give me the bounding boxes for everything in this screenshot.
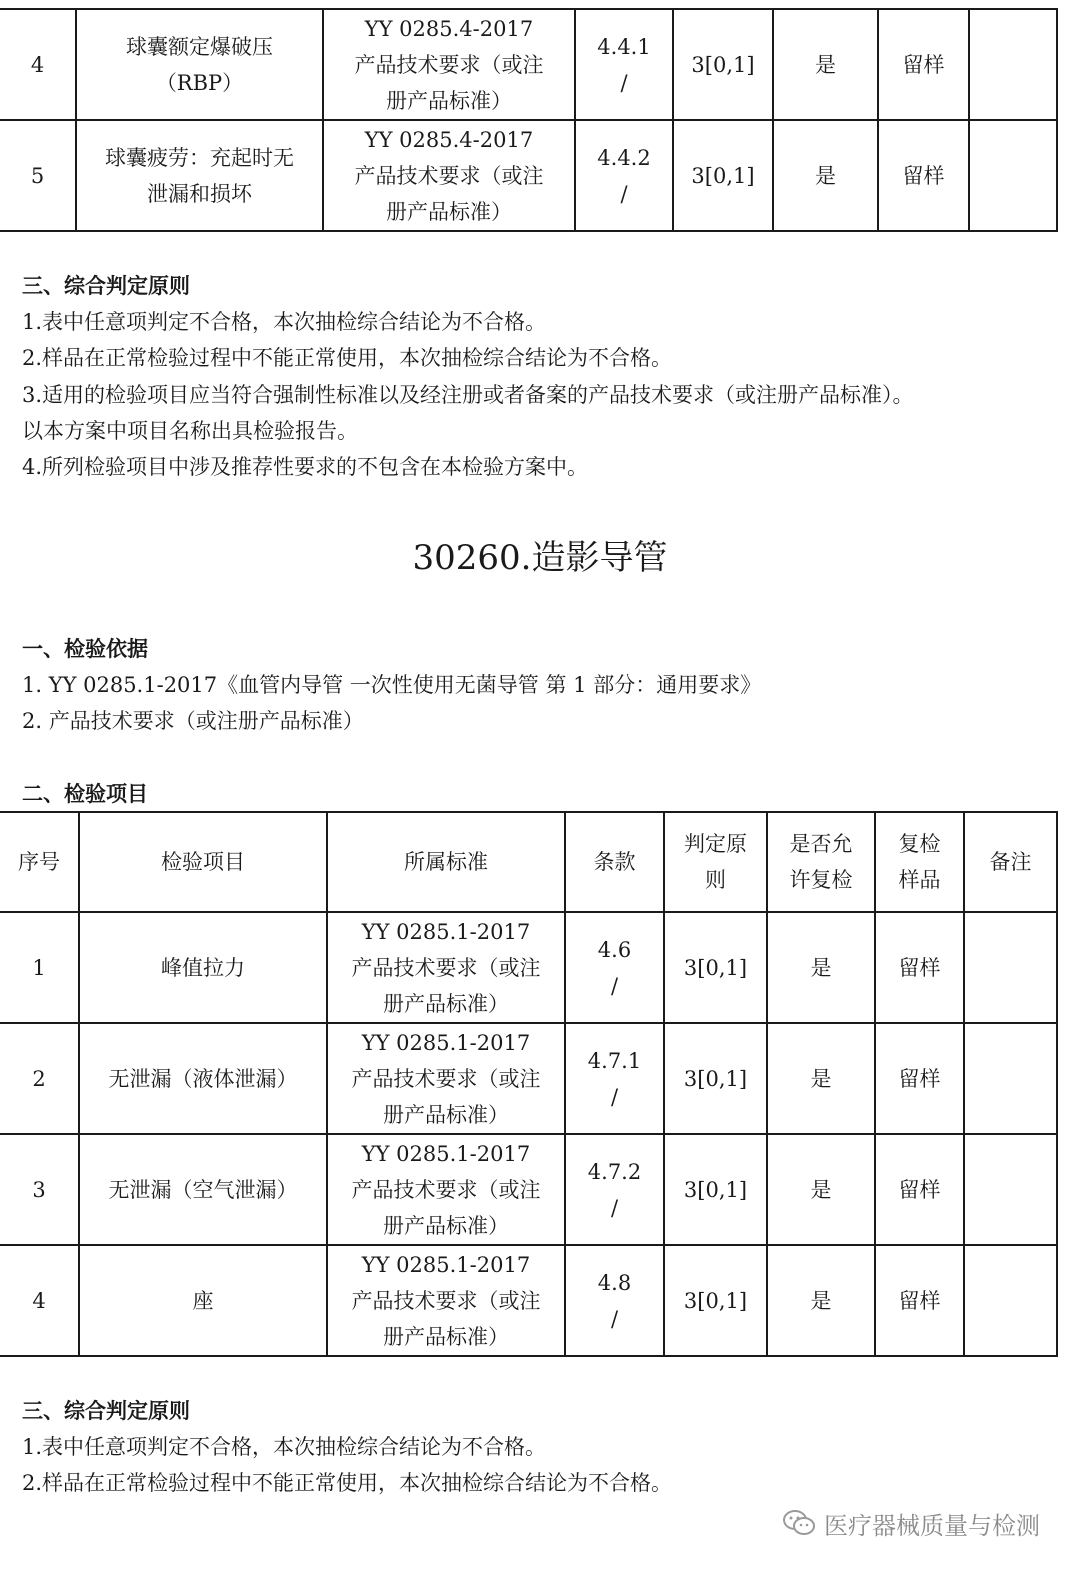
header-note: 备注: [964, 812, 1057, 912]
cell-note: [969, 9, 1057, 120]
cell-clause: 4.8 /: [565, 1245, 664, 1356]
table-row: [0, 912, 1057, 1023]
cell-item: 座: [79, 1245, 327, 1356]
judgement-line: 2.样品在正常检验过程中不能正常使用，本次抽检综合结论为不合格。: [22, 346, 673, 370]
section-heading-judgement: 三、综合判定原则: [22, 1399, 190, 1423]
cell-sample: 留样: [878, 9, 969, 120]
cell-item: 球囊额定爆破压 （RBP）: [76, 9, 323, 120]
section-heading-items: 二、检验项目: [22, 782, 148, 806]
table-row: [0, 1245, 1057, 1356]
cell-sample: 留样: [875, 1023, 964, 1134]
cell-note: [964, 1245, 1057, 1356]
basis-line: 2. 产品技术要求（或注册产品标准）: [22, 709, 364, 733]
cell-standard: YY 0285.1-2017 产品技术要求（或注 册产品标准）: [327, 1134, 565, 1245]
cell-criteria: 3[0,1]: [664, 1134, 767, 1245]
header-sample: 复检 样品: [875, 812, 964, 912]
cell-retest: 是: [773, 9, 878, 120]
judgement-line: 4.所列检验项目中涉及推荐性要求的不包含在本检验方案中。: [22, 455, 589, 479]
cell-note: [964, 912, 1057, 1023]
cell-no: 3: [0, 1134, 79, 1245]
table-header-row: [0, 812, 1057, 912]
header-clause: 条款: [565, 812, 664, 912]
cell-standard: YY 0285.4-2017 产品技术要求（或注 册产品标准）: [323, 120, 575, 231]
cell-sample: 留样: [878, 120, 969, 231]
section-heading-judgement: 三、综合判定原则: [22, 274, 190, 298]
basis-line: 1. YY 0285.1-2017《血管内导管 一次性使用无菌导管 第 1 部分：通用要求》: [22, 673, 762, 697]
table-row: [0, 1134, 1057, 1245]
cell-criteria: 3[0,1]: [664, 1023, 767, 1134]
cell-item: 无泄漏（液体泄漏）: [79, 1023, 327, 1134]
cell-standard: YY 0285.1-2017 产品技术要求（或注 册产品标准）: [327, 912, 565, 1023]
cell-criteria: 3[0,1]: [673, 9, 773, 120]
top-inspection-table: [0, 8, 1058, 232]
cell-item: 球囊疲劳：充起时无 泄漏和损坏: [76, 120, 323, 231]
judgement-line: 3.适用的检验项目应当符合强制性标准以及经注册或者备案的产品技术要求（或注册产品标准）。: [22, 383, 914, 407]
cell-sample: 留样: [875, 912, 964, 1023]
header-no: 序号: [0, 812, 79, 912]
judgement-line: 以本方案中项目名称出具检验报告。: [22, 419, 358, 443]
header-item: 检验项目: [79, 812, 327, 912]
cell-item: 峰值拉力: [79, 912, 327, 1023]
cell-note: [964, 1023, 1057, 1134]
cell-no: 4: [0, 9, 76, 120]
cell-no: 1: [0, 912, 79, 1023]
cell-note: [964, 1134, 1057, 1245]
cell-criteria: 3[0,1]: [664, 912, 767, 1023]
cell-criteria: 3[0,1]: [673, 120, 773, 231]
cell-clause: 4.4.1 /: [575, 9, 673, 120]
cell-standard: YY 0285.1-2017 产品技术要求（或注 册产品标准）: [327, 1023, 565, 1134]
judgement-line: 1.表中任意项判定不合格，本次抽检综合结论为不合格。: [22, 310, 547, 334]
cell-standard: YY 0285.4-2017 产品技术要求（或注 册产品标准）: [323, 9, 575, 120]
header-standard: 所属标准: [327, 812, 565, 912]
cell-retest: 是: [767, 1245, 875, 1356]
cell-clause: 4.7.2 /: [565, 1134, 664, 1245]
judgement-line: 1.表中任意项判定不合格，本次抽检综合结论为不合格。: [22, 1435, 547, 1459]
cell-clause: 4.7.1 /: [565, 1023, 664, 1134]
header-criteria: 判定原 则: [664, 812, 767, 912]
cell-standard: YY 0285.1-2017 产品技术要求（或注 册产品标准）: [327, 1245, 565, 1356]
cell-retest: 是: [767, 912, 875, 1023]
watermark-text: 医疗器械质量与检测: [824, 1511, 1040, 1540]
wechat-icon: [782, 1508, 816, 1538]
table-row: [0, 120, 1057, 231]
table-row: [0, 9, 1057, 120]
cell-criteria: 3[0,1]: [664, 1245, 767, 1356]
section-heading-basis: 一、检验依据: [22, 637, 148, 661]
header-retest: 是否允 许复检: [767, 812, 875, 912]
cell-sample: 留样: [875, 1134, 964, 1245]
page-title: 30260.造影导管: [412, 538, 668, 578]
cell-no: 5: [0, 120, 76, 231]
cell-no: 4: [0, 1245, 79, 1356]
cell-retest: 是: [767, 1134, 875, 1245]
cell-clause: 4.4.2 /: [575, 120, 673, 231]
cell-retest: 是: [767, 1023, 875, 1134]
watermark: [782, 1503, 1040, 1543]
cell-sample: 留样: [875, 1245, 964, 1356]
cell-retest: 是: [773, 120, 878, 231]
cell-note: [969, 120, 1057, 231]
table-row: [0, 1023, 1057, 1134]
cell-clause: 4.6 /: [565, 912, 664, 1023]
cell-no: 2: [0, 1023, 79, 1134]
inspection-items-table: [0, 811, 1058, 1357]
cell-item: 无泄漏（空气泄漏）: [79, 1134, 327, 1245]
judgement-line: 2.样品在正常检验过程中不能正常使用，本次抽检综合结论为不合格。: [22, 1471, 673, 1495]
